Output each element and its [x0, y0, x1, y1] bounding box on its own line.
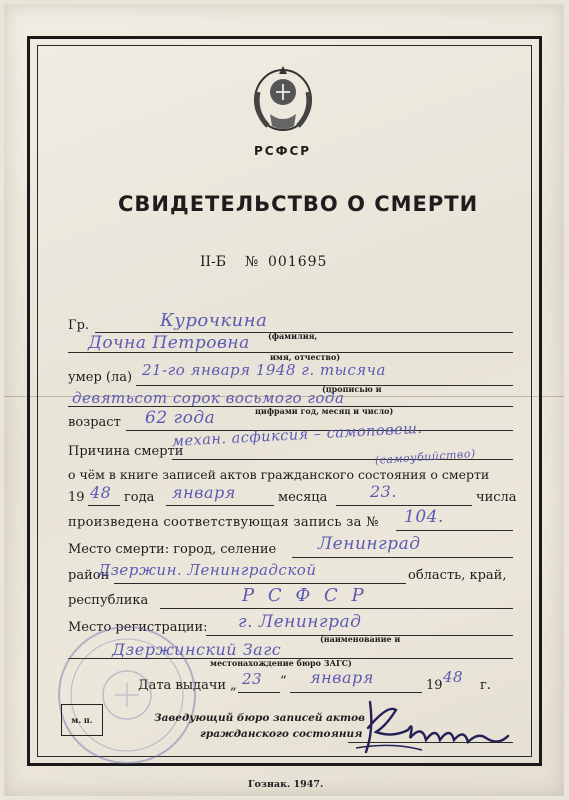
number-label: № — [245, 254, 259, 270]
registration-caption-1: (наименование и — [320, 634, 401, 644]
republic-line — [160, 608, 513, 609]
record-text: о чём в книге записей актов гражданского состояния о смерти — [68, 467, 490, 482]
signer-title-1: Заведующий бюро записей актов — [154, 712, 366, 724]
entry-text: произведена соответствующая запись за № — [68, 515, 379, 530]
place-city: Ленинград — [318, 534, 421, 554]
cause-note: (самоубийство) — [374, 446, 477, 467]
issue-day-close-quote: “ — [280, 674, 287, 689]
issue-year-prefix: 19 — [426, 678, 443, 693]
day-label: числа — [476, 490, 517, 505]
day-line — [336, 505, 472, 506]
year-label: года — [124, 490, 155, 505]
name-caption: имя, отчество) — [270, 352, 341, 362]
cause-label: Причина смерти — [68, 444, 184, 459]
name-value: Дочна Петровна — [88, 333, 250, 353]
place-label: Место смерти: город, селение — [68, 542, 277, 557]
document-title: СВИДЕТЕЛЬСТВО О СМЕРТИ — [118, 192, 479, 216]
emblem-label: РСФСР — [254, 144, 312, 158]
issue-day: 23 — [242, 670, 263, 688]
issue-month: января — [310, 668, 374, 687]
entry-number: 104. — [404, 507, 444, 527]
year-prefix: 19 — [68, 490, 85, 505]
issue-day-open-quote: „ — [230, 678, 237, 693]
district-line — [114, 583, 406, 584]
issue-year: 48 — [443, 668, 464, 686]
official-round-stamp — [52, 620, 202, 770]
certificate-number: 001695 — [268, 254, 328, 270]
place-line — [292, 557, 513, 558]
issue-date-label: Дата выдачи — [138, 678, 227, 693]
surname-value: Курочкина — [160, 310, 268, 331]
republic-label: республика — [68, 593, 149, 608]
registration-office: Дзержинский Загс — [112, 640, 282, 659]
year-value: 48 — [90, 483, 112, 502]
district-label: район — [68, 568, 110, 583]
death-date-words-1: 21-го января 1948 г. тысяча — [142, 361, 386, 379]
month-label: месяца — [278, 490, 328, 505]
date-caption-1: (прописью и — [322, 384, 382, 394]
signer-title-2: гражданского состояния — [200, 728, 363, 740]
date-caption-2: цифрами год, месяц и число) — [255, 406, 394, 416]
registration-caption-2: местонахождение бюро ЗАГС) — [210, 658, 352, 668]
footer-imprint: Гознак. 1947. — [248, 779, 324, 790]
issue-day-line — [238, 692, 280, 693]
rsfsr-emblem — [248, 62, 318, 138]
day-value: 23. — [370, 482, 397, 501]
surname-caption: (фамилия, — [268, 331, 318, 341]
age-value: 62 года — [145, 408, 216, 428]
series-code: II-Б — [200, 254, 227, 270]
district-value: Дзержин. Ленинградской — [98, 561, 317, 579]
month-value: января — [172, 483, 236, 502]
entry-line — [396, 530, 513, 531]
age-label: возраст — [68, 415, 121, 430]
registration-city: г. Ленинград — [238, 612, 362, 632]
citizen-label: Гр. — [68, 318, 90, 333]
issue-year-suffix: г. — [480, 678, 491, 693]
signature — [352, 690, 512, 760]
region-label: область, край, — [408, 568, 507, 583]
died-label: умер (ла) — [68, 370, 133, 385]
year-line — [88, 505, 120, 506]
republic-value: Р С Ф С Р — [242, 585, 368, 606]
death-date-words-2: девятьсот сорок восьмого года — [72, 389, 345, 407]
cause-value: механ. асфиксия – самоповеш. — [171, 420, 423, 450]
month-line — [166, 505, 274, 506]
stamp-place-box: м. п. — [61, 704, 103, 736]
registration-label: Место регистрации: — [68, 620, 208, 635]
